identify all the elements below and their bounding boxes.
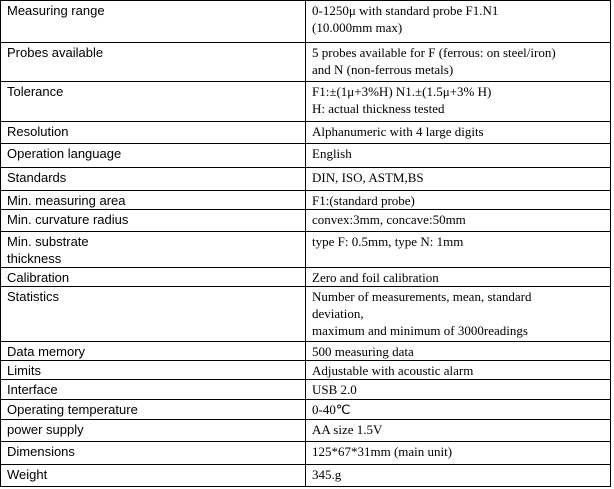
spec-value-text: H: actual thickness tested — [312, 101, 445, 116]
spec-row — [1, 43, 611, 82]
spec-parameter-label: Limits — [7, 363, 41, 378]
spec-parameter-label: Calibration — [7, 270, 70, 285]
spec-parameter-label: Operation language — [7, 146, 122, 161]
spec-value-text: AA size 1.5V — [312, 422, 383, 437]
spec-value-text: Alphanumeric with 4 large digits — [312, 124, 484, 139]
spec-row — [1, 442, 611, 465]
spec-value-cell — [306, 210, 611, 232]
spec-parameter-label: Data memory — [7, 344, 86, 359]
spec-value-cell — [306, 43, 611, 82]
spec-value-text: DIN, ISO, ASTM,BS — [312, 170, 424, 185]
spec-value-cell — [306, 122, 611, 144]
spec-row — [1, 191, 611, 210]
spec-parameter-label: Resolution — [7, 124, 69, 139]
spec-parameter-label: power supply — [7, 422, 84, 437]
spec-parameter-cell — [1, 268, 306, 287]
spec-value-text: F1:±(1μ+3%H) N1.±(1.5μ+3% H) — [312, 84, 492, 99]
spec-value-text: deviation, — [312, 306, 364, 321]
spec-value-text: 0-40℃ — [312, 402, 351, 417]
spec-value-cell — [306, 82, 611, 122]
spec-value-text: maximum and minimum of 3000readings — [312, 323, 528, 338]
spec-parameter-cell — [1, 232, 306, 268]
spec-row — [1, 342, 611, 361]
spec-parameter-label: Measuring range — [7, 3, 105, 18]
spec-row — [1, 1, 611, 43]
specifications-table-body — [1, 1, 611, 487]
spec-parameter-cell — [1, 380, 306, 400]
spec-row — [1, 465, 611, 487]
spec-value-text: 5 probes available for F (ferrous: on steel/iron) — [312, 45, 556, 60]
spec-parameter-cell — [1, 442, 306, 465]
spec-parameter-label: Operating temperature — [7, 402, 138, 417]
spec-row — [1, 380, 611, 400]
spec-value-cell — [306, 232, 611, 268]
spec-parameter-cell — [1, 191, 306, 210]
spec-parameter-cell — [1, 43, 306, 82]
spec-value-text: convex:3mm, concave:50mm — [312, 212, 466, 227]
spec-parameter-label: Dimensions — [7, 444, 75, 459]
spec-value-cell — [306, 400, 611, 420]
spec-value-text: (10.000mm max) — [312, 20, 403, 35]
spec-value-cell — [306, 361, 611, 380]
spec-row — [1, 232, 611, 268]
spec-value-cell — [306, 268, 611, 287]
spec-parameter-cell — [1, 168, 306, 191]
spec-row — [1, 144, 611, 168]
spec-parameter-cell — [1, 210, 306, 232]
spec-parameter-label: Min. measuring area — [7, 193, 126, 208]
spec-row — [1, 287, 611, 342]
spec-value-text: Zero and foil calibration — [312, 270, 439, 285]
spec-value-cell — [306, 168, 611, 191]
spec-value-cell — [306, 420, 611, 442]
spec-parameter-cell — [1, 400, 306, 420]
spec-value-text: Number of measurements, mean, standard — [312, 289, 532, 304]
spec-parameter-label: Statistics — [7, 289, 60, 304]
spec-value-cell — [306, 287, 611, 342]
spec-parameter-label: Min. substrate — [7, 234, 89, 249]
spec-value-cell — [306, 1, 611, 43]
spec-parameter-cell — [1, 287, 306, 342]
spec-value-text: 500 measuring data — [312, 344, 414, 359]
spec-value-text: F1:(standard probe) — [312, 193, 415, 208]
spec-row — [1, 420, 611, 442]
spec-value-text: Adjustable with acoustic alarm — [312, 363, 474, 378]
spec-row — [1, 122, 611, 144]
spec-parameter-label: Probes available — [7, 45, 104, 60]
spec-value-cell — [306, 465, 611, 487]
spec-parameter-label: Standards — [7, 170, 67, 185]
spec-parameter-cell — [1, 122, 306, 144]
spec-parameter-cell — [1, 144, 306, 168]
spec-parameter-cell — [1, 82, 306, 122]
spec-value-text: 125*67*31mm (main unit) — [312, 444, 453, 459]
spec-value-cell — [306, 191, 611, 210]
spec-row — [1, 400, 611, 420]
spec-value-text: 0-1250μ with standard probe F1.N1 — [312, 3, 499, 18]
spec-value-cell — [306, 380, 611, 400]
spec-row — [1, 210, 611, 232]
spec-parameter-cell — [1, 361, 306, 380]
spec-value-cell — [306, 342, 611, 361]
spec-parameter-cell — [1, 420, 306, 442]
spec-value-text: and N (non-ferrous metals) — [312, 62, 454, 77]
spec-parameter-label: Min. curvature radius — [7, 212, 129, 227]
spec-parameter-label: Weight — [7, 467, 48, 482]
spec-row — [1, 361, 611, 380]
spec-parameter-label: thickness — [7, 251, 62, 266]
spec-value-cell — [306, 144, 611, 168]
spec-parameter-cell — [1, 1, 306, 43]
spec-value-text: USB 2.0 — [312, 382, 357, 397]
spec-value-text: type F: 0.5mm, type N: 1mm — [312, 234, 464, 249]
spec-value-text: 345.g — [312, 467, 342, 482]
spec-value-text: English — [312, 146, 352, 161]
spec-parameter-label: Tolerance — [7, 84, 64, 99]
spec-row — [1, 268, 611, 287]
spec-parameter-label: Interface — [7, 382, 58, 397]
spec-parameter-cell — [1, 342, 306, 361]
spec-value-cell — [306, 442, 611, 465]
spec-row — [1, 82, 611, 122]
spec-parameter-cell — [1, 465, 306, 487]
spec-row — [1, 168, 611, 191]
